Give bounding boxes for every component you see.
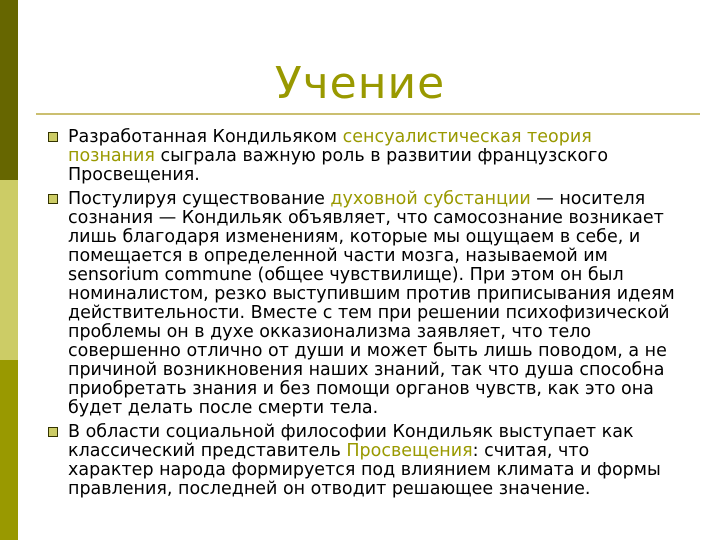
bullet-text: Постулируя существование [68,189,331,209]
bullet-text: Разработанная Кондильяком [68,127,343,147]
bullet-text: — носителя сознания — Кондильяк объявляет, что самосознание возникает лишь благодаря изменениям, которые мы ощущаем в себе, и помещается в определенной части мозга, называемой им sensorium commune (общее чувствилище). При этом он был номиналистом, резко выступившим против приписывания идеям действительности. Вместе с тем при решении психофизической проблемы он в духе окказионализма заявляет, что тело совершенно отлично от души и может быть лишь поводом, а не причиной возникновения наших знаний, так что душа способна приобретать знания и без помощи органов чувств, как это она будет делать после смерти тела. [68,189,675,418]
left-stripe-mid [0,360,18,540]
bullet-item [48,190,678,418]
highlighted-term: духовной субстанции [330,189,531,209]
square-bullet-icon [48,132,58,142]
square-bullet-icon [48,194,58,204]
bullet-list [48,128,678,504]
bullet-item [48,423,678,499]
slide-title: Учение [274,58,446,109]
bullet-text: В области социальной философии Кондильяк выступает как классический представитель [68,422,634,461]
square-bullet-icon [48,427,58,437]
highlighted-term: Просвещения [346,441,473,461]
highlighted-term: сенсуалистическая теория познания [68,127,592,166]
title-divider [36,113,700,115]
left-stripe-light [0,180,18,360]
bullet-text: сыграла важную роль в развитии французского Просвещения. [68,146,609,185]
bullet-item [48,128,678,185]
bullet-text: : считая, что характер народа формируется под влиянием климата и формы правления, последней он отводит решающее значение. [68,441,661,499]
